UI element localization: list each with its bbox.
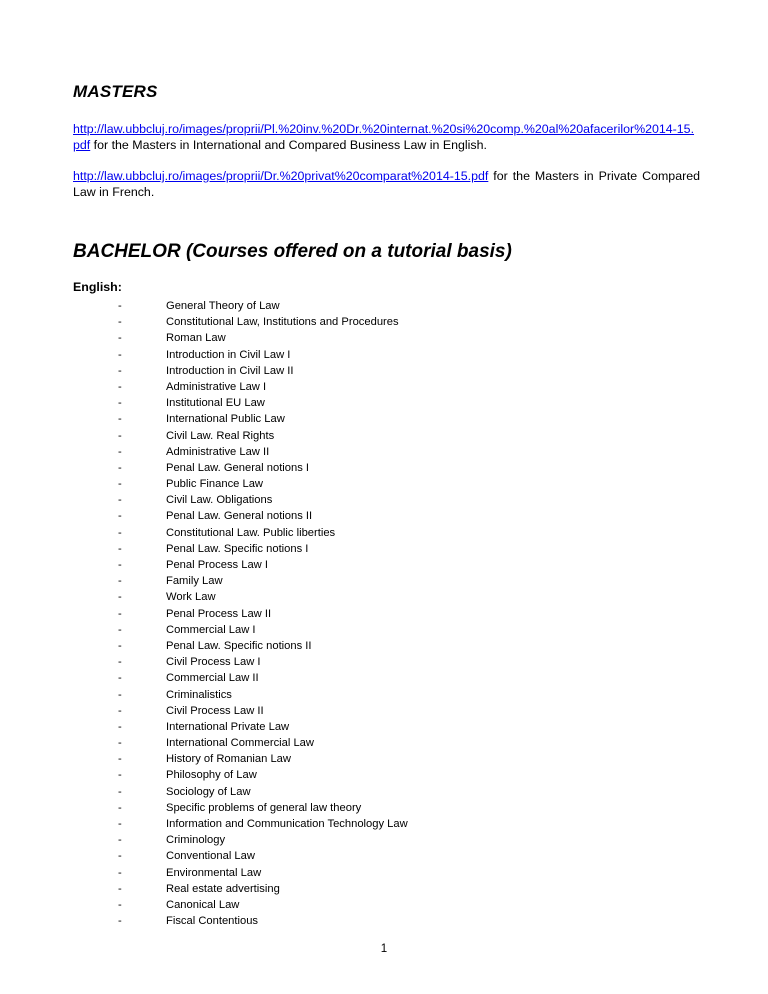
- list-bullet: -: [118, 300, 122, 312]
- course-name: Public Finance Law: [166, 478, 264, 491]
- course-name: Philosophy of Law: [166, 769, 257, 782]
- course-name: Introduction in Civil Law II: [166, 364, 294, 377]
- course-name: Environmental Law: [166, 866, 262, 879]
- course-name: Civil Process Law II: [166, 704, 264, 717]
- course-name: Fiscal Contentious: [166, 915, 259, 928]
- course-name: Penal Process Law II: [166, 607, 272, 620]
- course-name: Roman Law: [166, 332, 226, 345]
- list-bullet: -: [118, 510, 122, 523]
- course-name: Penal Process Law I: [166, 559, 268, 571]
- course-name: International Commercial Law: [166, 737, 314, 750]
- list-bullet: -: [118, 348, 122, 361]
- course-name: Penal Law. Specific notions II: [166, 639, 312, 652]
- masters-link-business-law[interactable]: http://law.ubbcluj.ro/images/proprii/Pl.%20inv.%20Dr.%20internat.%20si%20comp.%20al%20afacerilor%2014-15.pdf: [73, 122, 695, 152]
- list-bullet: -: [118, 429, 122, 442]
- list-bullet: -: [118, 818, 122, 830]
- list-bullet: -: [118, 720, 122, 733]
- list-bullet: -: [118, 413, 122, 426]
- course-name: Specific problems of general law theory: [166, 801, 362, 814]
- course-name: Constitutional Law, Institutions and Procedures: [166, 316, 399, 329]
- course-name: Civil Law. Real Rights: [166, 429, 275, 442]
- masters-item-2-description: for the Masters in Private Compared Law in French.: [73, 169, 700, 199]
- list-bullet: -: [118, 753, 122, 766]
- list-bullet: -: [118, 704, 122, 717]
- list-bullet: -: [118, 607, 122, 620]
- list-bullet: -: [118, 672, 122, 685]
- masters-link-private-law[interactable]: http://law.ubbcluj.ro/images/proprii/Dr.%20privat%20comparat%2014-15.pdf: [73, 169, 489, 183]
- list-bullet: -: [118, 898, 122, 911]
- course-name: Work Law: [166, 591, 216, 604]
- list-bullet: -: [118, 801, 122, 814]
- course-name: Commercial Law I: [166, 623, 256, 636]
- list-bullet: -: [118, 380, 122, 393]
- course-name: History of Romanian Law: [166, 753, 291, 766]
- list-bullet: -: [118, 882, 122, 895]
- list-bullet: -: [118, 866, 122, 879]
- list-bullet: -: [118, 542, 122, 555]
- course-name: Family Law: [166, 575, 223, 588]
- list-bullet: -: [118, 575, 122, 588]
- course-name: Commercial Law II: [166, 672, 259, 685]
- list-bullet: -: [118, 364, 122, 377]
- list-bullet: -: [118, 559, 122, 571]
- course-name: Criminalistics: [166, 688, 232, 701]
- list-bullet: -: [118, 834, 122, 847]
- course-name: Introduction in Civil Law I: [166, 348, 291, 361]
- list-bullet: -: [118, 639, 122, 652]
- course-name: Penal Law. Specific notions I: [166, 542, 309, 555]
- list-bullet: -: [118, 769, 122, 782]
- list-bullet: -: [118, 623, 122, 636]
- course-name: Penal Law. General notions I: [166, 461, 310, 474]
- bachelor-heading: BACHELOR (Courses offered on a tutorial basis): [73, 241, 512, 262]
- list-bullet: -: [118, 526, 122, 539]
- language-label: English:: [73, 280, 122, 294]
- course-name: Administrative Law I: [166, 380, 267, 393]
- list-bullet: -: [118, 688, 122, 701]
- list-bullet: -: [118, 445, 122, 458]
- course-name: Administrative Law II: [166, 445, 270, 458]
- course-name: Information and Communication Technology Law: [166, 818, 408, 830]
- list-bullet: -: [118, 915, 122, 928]
- course-name: International Public Law: [166, 413, 285, 426]
- list-bullet: -: [118, 316, 122, 329]
- course-name: Institutional EU Law: [166, 397, 265, 410]
- masters-item-1: [73, 121, 700, 153]
- masters-item-1-description: for the Masters in International and Compared Business Law in English.: [90, 138, 487, 152]
- course-name: Conventional Law: [166, 850, 255, 863]
- course-name: Civil Law. Obligations: [166, 494, 273, 507]
- masters-heading: MASTERS: [73, 82, 158, 101]
- list-bullet: -: [118, 397, 122, 410]
- list-bullet: -: [118, 478, 122, 491]
- list-bullet: -: [118, 494, 122, 507]
- list-bullet: -: [118, 656, 122, 669]
- course-name: Criminology: [166, 834, 226, 847]
- masters-item-2: [73, 168, 700, 200]
- course-name: Penal Law. General notions II: [166, 510, 313, 523]
- list-bullet: -: [118, 850, 122, 863]
- list-bullet: -: [118, 737, 122, 750]
- course-name: Constitutional Law. Public liberties: [166, 526, 336, 539]
- course-name: Real estate advertising: [166, 882, 280, 895]
- course-name: Civil Process Law I: [166, 656, 261, 669]
- course-name: General Theory of Law: [166, 300, 280, 312]
- list-bullet: -: [118, 461, 122, 474]
- list-bullet: -: [118, 332, 122, 345]
- course-name: Canonical Law: [166, 898, 240, 911]
- page-number: 1: [380, 943, 388, 955]
- course-name: International Private Law: [166, 720, 290, 733]
- list-bullet: -: [118, 785, 122, 798]
- list-bullet: -: [118, 591, 122, 604]
- course-name: Sociology of Law: [166, 785, 251, 798]
